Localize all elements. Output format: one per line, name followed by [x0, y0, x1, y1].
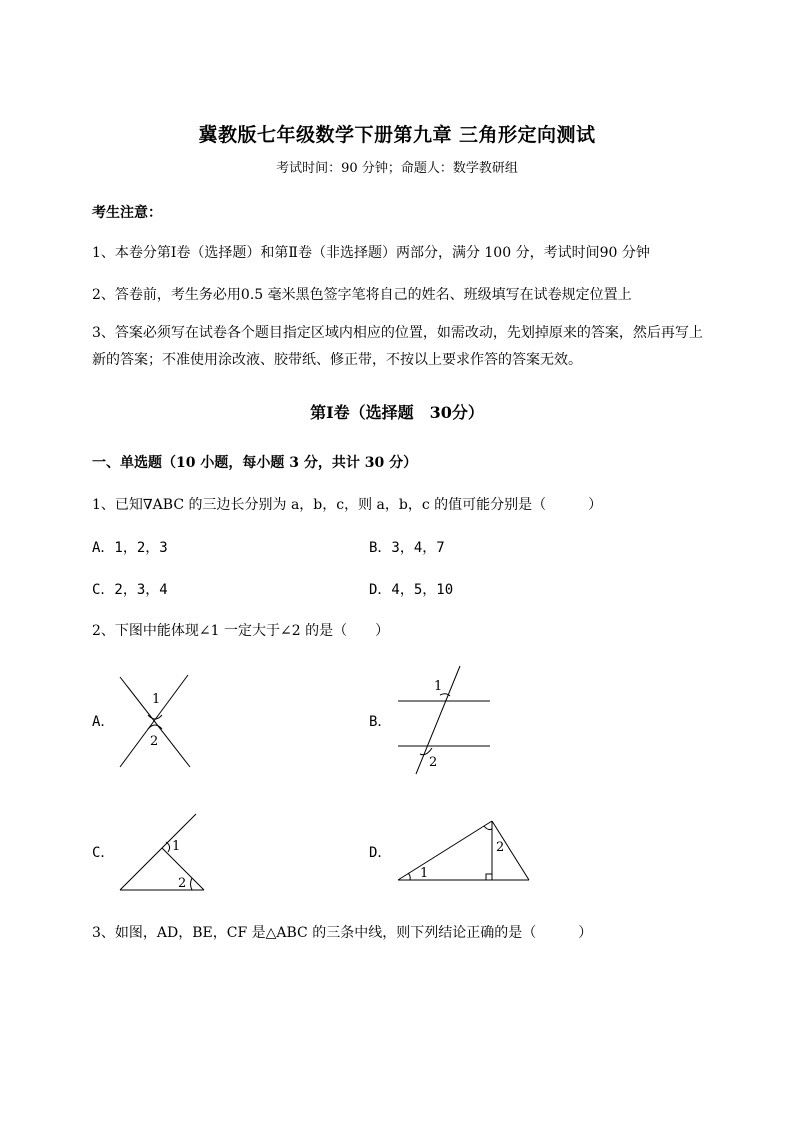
- question-1-option-d[interactable]: D．4，5，10: [369, 582, 454, 598]
- figure-b-angle-2-label: 2: [429, 755, 438, 770]
- figure-c-triangle: [114, 808, 214, 898]
- figure-a-angle-2-label: 2: [150, 734, 159, 749]
- question-2-option-c-label[interactable]: C．: [92, 845, 115, 861]
- figure-c-angle-1-label: 1: [172, 839, 181, 854]
- question-1-option-b[interactable]: B．3，4，7: [369, 540, 445, 556]
- part-title: 一、单选题（10 小题，每小题 3 分，共计 30 分）: [92, 455, 418, 471]
- figure-d-angle-1-label: 1: [420, 866, 429, 881]
- figure-b-parallel-lines: [392, 662, 496, 776]
- question-2-option-b-label[interactable]: B．: [369, 714, 392, 730]
- section-title: 第Ⅰ卷（选择题 30分）: [310, 403, 484, 422]
- exam-subtitle: 考试时间：90 分钟；命题人：数学教研组: [276, 161, 518, 176]
- notice-item-2: 2、答卷前，考生务必用0.5 毫米黑色签字笔将自己的姓名、班级填写在试卷规定位置上: [92, 287, 632, 303]
- figure-c-angle-2-label: 2: [178, 876, 187, 891]
- question-1-option-c[interactable]: C．2，3，4: [92, 582, 168, 598]
- exam-title: 冀教版七年级数学下册第九章 三角形定向测试: [198, 124, 596, 146]
- figure-a-vertical-angles: [110, 665, 200, 775]
- figure-d-right-triangle: [394, 815, 536, 887]
- figure-b-angle-1-label: 1: [434, 679, 443, 694]
- question-3-stem: 3、如图，AD，BE，CF 是△ABC 的三条中线，则下列结论正确的是（ ）: [92, 925, 593, 941]
- notice-item-3: 3、答案必须写在试卷各个题目指定区域内相应的位置，如需改动，先划掉原来的答案，然后再写上新的答案；不准使用涂改液、胶带纸、修正带，不按以上要求作答的答案无效。: [92, 325, 703, 368]
- question-2-option-a-label[interactable]: A．: [92, 714, 115, 730]
- figure-d-angle-2-label: 2: [496, 840, 505, 855]
- notice-item-1: 1、本卷分第Ⅰ卷（选择题）和第Ⅱ卷（非选择题）两部分，满分 100 分，考试时间90 分钟: [92, 245, 650, 261]
- notice-heading: 考生注意：: [92, 205, 162, 221]
- figure-a-angle-1-label: 1: [152, 692, 161, 707]
- question-1-stem: 1、已知∇ABC 的三边长分别为 a，b，c，则 a，b，c 的值可能分别是（ ）: [92, 497, 603, 513]
- question-2-stem: 2、下图中能体现∠1 一定大于∠2 的是（ ）: [92, 623, 390, 639]
- question-2-option-d-label[interactable]: D．: [369, 845, 392, 861]
- question-1-option-a[interactable]: A．1，2，3: [92, 540, 168, 556]
